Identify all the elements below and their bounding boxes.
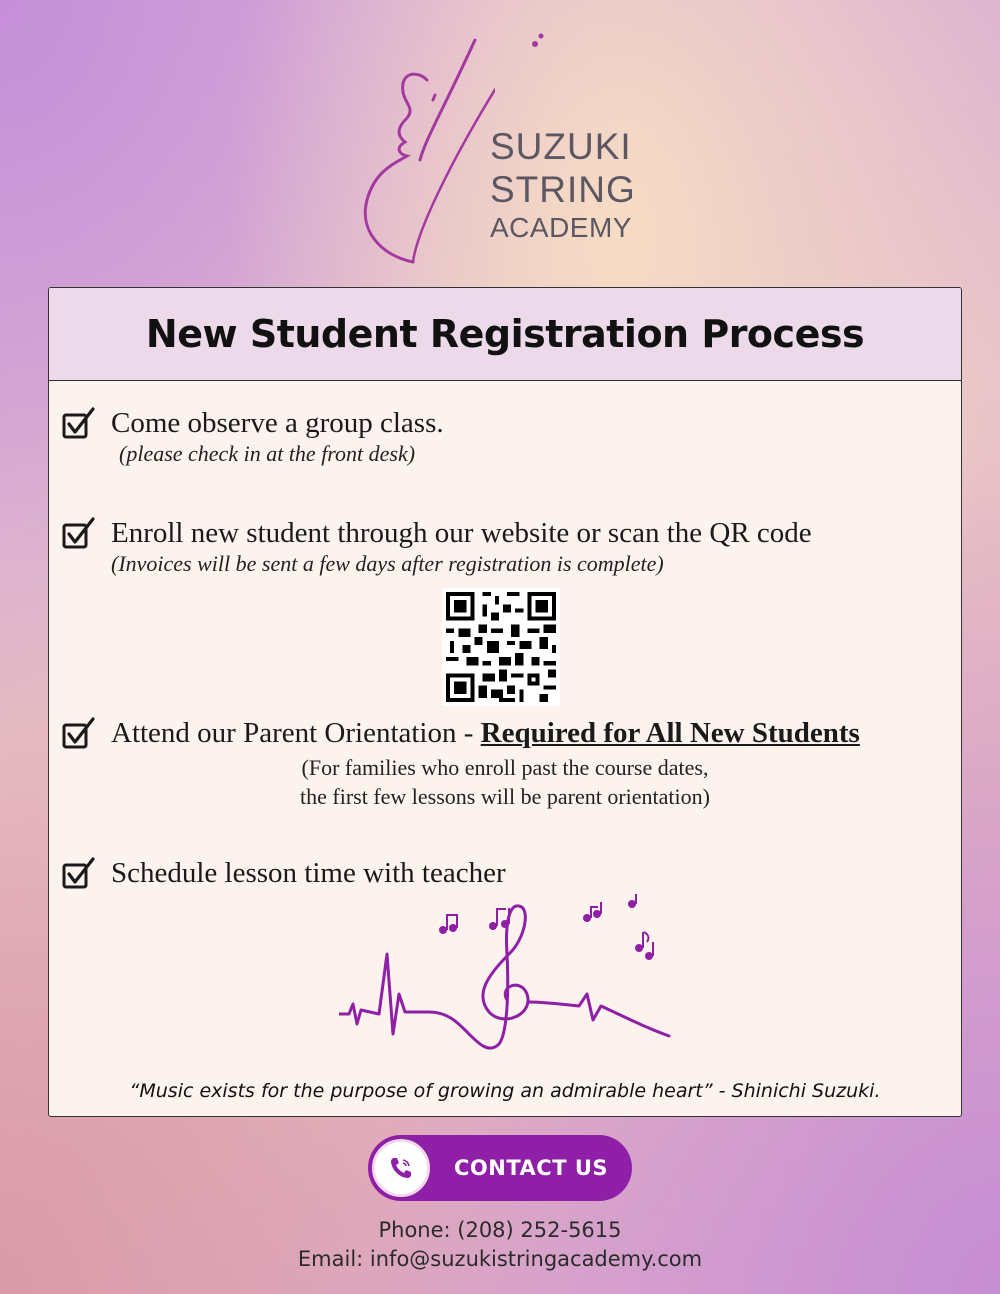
suzuki-quote: “Music exists for the purpose of growing an admirable heart” - Shinichi Suzuki. [129, 1080, 881, 1102]
card-header [49, 288, 961, 381]
contact-us-button[interactable] [368, 1135, 632, 1201]
email-address[interactable]: Email: info@suzukistringacademy.com [297, 1247, 703, 1271]
step-2-text: Enroll new student through our website or scan the QR code [111, 517, 812, 549]
required-notice: Required for All New Students [480, 717, 860, 749]
logo-line-2: STRING [490, 169, 636, 210]
registration-card [48, 287, 962, 1117]
step-schedule-lesson [61, 856, 506, 892]
contact-details [0, 1216, 1000, 1274]
step-parent-orientation [61, 716, 860, 752]
step-3-note [48, 754, 962, 811]
logo-line-1: SUZUKI [490, 126, 632, 167]
academy-logo [355, 30, 675, 270]
music-note-icon [633, 928, 653, 954]
step-1-text: Come observe a group class. [111, 407, 444, 439]
logo-wordmark [490, 128, 636, 248]
phone-icon [372, 1139, 430, 1197]
checkbox-checked-icon [61, 406, 97, 442]
registration-qr-code[interactable] [442, 588, 560, 706]
step-4-text: Schedule lesson time with teacher [111, 857, 506, 889]
logo-dots-icon [513, 30, 573, 60]
step-1-note: (please check in at the front desk) [119, 440, 416, 466]
violin-silhouette-icon [355, 30, 495, 270]
step-3-note-line-1: (For families who enroll past the course dates, [301, 755, 709, 780]
phone-number[interactable]: Phone: (208) 252-5615 [378, 1218, 622, 1242]
checkbox-checked-icon [61, 516, 97, 552]
step-enroll [61, 516, 812, 577]
page-title: New Student Registration Process [145, 312, 865, 356]
checkbox-checked-icon [61, 716, 97, 752]
contact-us-label: CONTACT US [454, 1156, 609, 1180]
treble-clef-heartbeat-icon [339, 894, 679, 1064]
step-2-note: (Invoices will be sent a few days after registration is complete) [111, 550, 664, 576]
music-note-icon [437, 908, 467, 938]
logo-line-3: ACADEMY [490, 212, 632, 243]
checkbox-checked-icon [61, 856, 97, 892]
step-3-note-line-2: the first few lessons will be parent orientation) [300, 783, 710, 809]
step-observe-class [61, 406, 444, 467]
step-3-text: Attend our Parent Orientation - [111, 717, 481, 749]
